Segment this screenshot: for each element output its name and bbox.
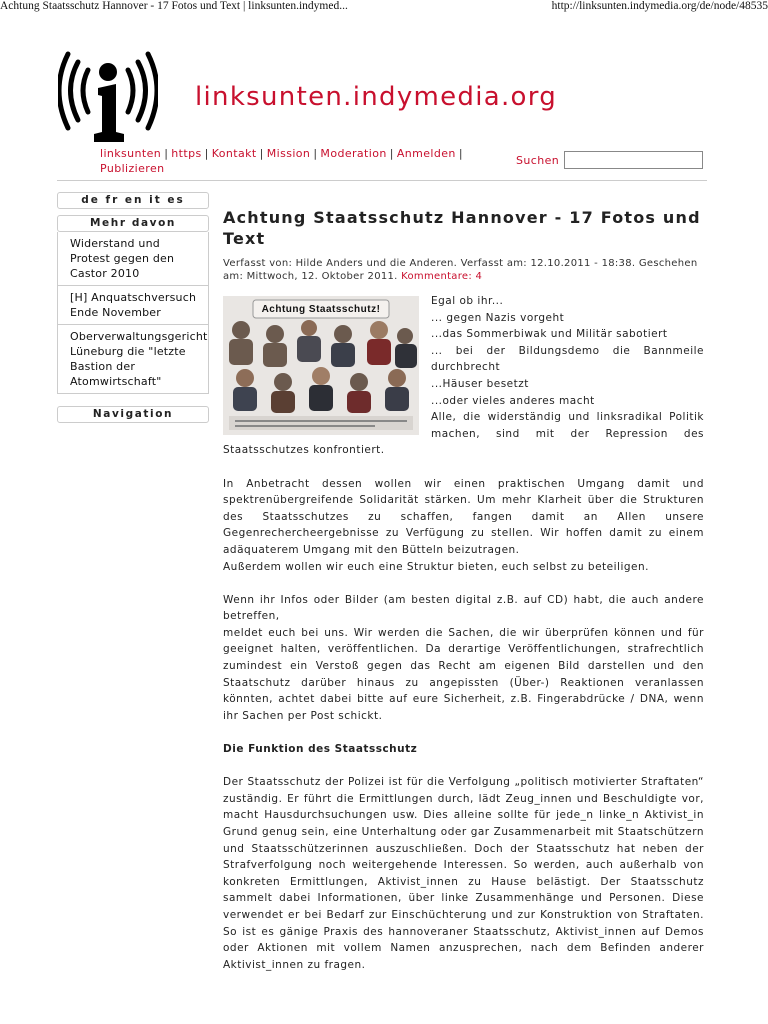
comments-link[interactable]: Kommentare: 4 bbox=[401, 271, 483, 282]
top-navigation bbox=[100, 146, 500, 176]
indymedia-logo-icon[interactable] bbox=[58, 50, 158, 144]
more-title: Mehr davon bbox=[57, 215, 209, 232]
paragraph: Außerdem wollen wir euch eine Struktur bieten, euch selbst zu beteiligen. bbox=[223, 560, 650, 573]
nav-separator: | bbox=[458, 147, 463, 160]
print-page-url: http://linksunten.indymedia.org/de/node/48535 bbox=[551, 0, 768, 12]
navigation-title[interactable]: Navigation bbox=[57, 406, 209, 423]
paragraph: meldet euch bei uns. Wir werden die Sachen, die wir überprüfen können und für geeignet halten, veröffentlichen. Da derartige Veröffentlichungen, strafrechtlich zumindest ein Verstoß gegen das Recht am eigenen Bild darstellen und den Staatschutz darüber hinaus zu angepissten (Über-) Reaktionen veranlassen könnten, achtet dabei bitte auf eure Sicherheit, z.B. Fingerabdrücke / DNA, wenn ihr Sachen per Post schickt. bbox=[223, 626, 704, 722]
intro-line: ... gegen Nazis vorgeht bbox=[431, 311, 565, 324]
sidebar bbox=[57, 192, 209, 423]
nav-separator: | bbox=[313, 147, 318, 160]
intro-line: ...oder vieles anderes macht bbox=[431, 394, 595, 407]
intro-line: ... bei der Bildungsdemo die Bannmeile durchbrecht bbox=[431, 344, 704, 374]
spacer bbox=[223, 575, 704, 592]
nav-separator: | bbox=[204, 147, 209, 160]
article-title: Achtung Staatsschutz Hannover - 17 Fotos und Text bbox=[223, 208, 701, 248]
intro-line: ...Häuser besetzt bbox=[431, 377, 529, 390]
article-body bbox=[223, 293, 704, 973]
related-article-link[interactable]: Oberverwaltungsgericht Lüneburg die "letzte Bastion der Atomwirtschaft" bbox=[70, 330, 208, 388]
paragraph: Der Staatsschutz der Polizei ist für die Verfolgung „politisch motivierter Straftaten“ zuständig. Er führt die Ermittlungen durch, lädt Zeug_innen und Beschuldigte vor, macht Hausdurchsuchungen usw. Dies alleine sollte für jede_n linke_n Aktivist_in Grund genug sein, eine Unterhaltung oder gar Zusammenarbeit mit Staatschützern und Staatsschützerinnen auszuschließen. Doch der Staatsschutz hat neben der Strafverfolgung noch weitergehende Interessen. So werden, auch außerhalb von konkreten Ermittlungen, Aktivist_innen zu Hause belästigt. Der Staatsschutz sammelt dabei Informationen, über linke Zusammenhänge und Personen. Diese verwendet er bei Bedarf zur Einschüchterung und zur Konstruktion von Straftaten. So ist es gänige Praxis des hannoveraner Staatsschutz, Aktivist_innen auf Demos oder Aktionen mit vollem Namen anzusprechen, nach dem Befinden anderer Aktivist_innen zu fragen. bbox=[223, 776, 704, 971]
intro-paragraph: Alle, die widerständig und linksradikal Politik machen, sind mit der Repression des Staatsschutzes konfrontiert. bbox=[223, 411, 704, 457]
section-heading: Die Funktion des Staatsschutz bbox=[223, 743, 418, 756]
nav-publizieren[interactable]: Publizieren bbox=[100, 162, 165, 175]
search-input[interactable] bbox=[564, 151, 703, 169]
spacer bbox=[223, 459, 704, 476]
spacer bbox=[223, 724, 704, 741]
nav-linksunten[interactable]: linksunten bbox=[100, 147, 162, 160]
related-article-link[interactable]: Widerstand und Protest gegen den Castor 2010 bbox=[58, 232, 208, 286]
language-switcher[interactable]: de fr en it es bbox=[57, 192, 209, 209]
paragraph: Wenn ihr Infos oder Bilder (am besten digital z.B. auf CD) habt, die auch andere betreffen, bbox=[223, 593, 704, 623]
nav-separator: | bbox=[164, 147, 169, 160]
nav-mission[interactable]: Mission bbox=[266, 147, 311, 160]
nav-separator: | bbox=[259, 147, 264, 160]
nav-anmelden[interactable]: Anmelden bbox=[396, 147, 456, 160]
nav-moderation[interactable]: Moderation bbox=[320, 147, 387, 160]
spacer bbox=[223, 758, 704, 775]
nav-kontakt[interactable]: Kontakt bbox=[211, 147, 257, 160]
related-articles-list bbox=[57, 232, 209, 394]
print-header bbox=[0, 0, 768, 14]
search-label: Suchen bbox=[516, 154, 560, 167]
article-meta bbox=[223, 257, 704, 283]
site-title[interactable]: linksunten.indymedia.org bbox=[195, 82, 558, 112]
article bbox=[223, 207, 704, 973]
nav-separator: | bbox=[389, 147, 394, 160]
nav-https[interactable]: https bbox=[171, 147, 202, 160]
intro-line: ...das Sommerbiwak und Militär sabotiert bbox=[431, 328, 668, 341]
print-page-title: Achtung Staatsschutz Hannover - 17 Fotos und Text | linksunten.indymed... bbox=[0, 0, 348, 12]
intro-line: Egal ob ihr... bbox=[431, 295, 504, 307]
photo-caption: Achtung Staatsschutz! bbox=[261, 304, 381, 315]
related-article-link[interactable]: [H] Anquatschversuch Ende November bbox=[58, 286, 208, 325]
header-divider bbox=[57, 180, 707, 181]
article-byline: Verfasst von: Hilde Anders und die Anderen. Verfasst am: 12.10.2011 - 18:38. Geschehen am: Mittwoch, 12. Oktober 2011. bbox=[223, 258, 698, 282]
article-photo-collage[interactable] bbox=[223, 296, 419, 435]
paragraph: In Anbetracht dessen wollen wir einen praktischen Umgang damit und spektrenübergreifende Solidarität stärken. Um mehr Klarheit über die Strukturen des Staatsschutzes zu schaffen, fangen damit an Allen unsere Gegenrechercheergebnisse zu Verfügung zu stellen. Wir hoffen damit zu einem adäquaterem Umgang mit den Bütteln beizutragen. bbox=[223, 477, 704, 556]
